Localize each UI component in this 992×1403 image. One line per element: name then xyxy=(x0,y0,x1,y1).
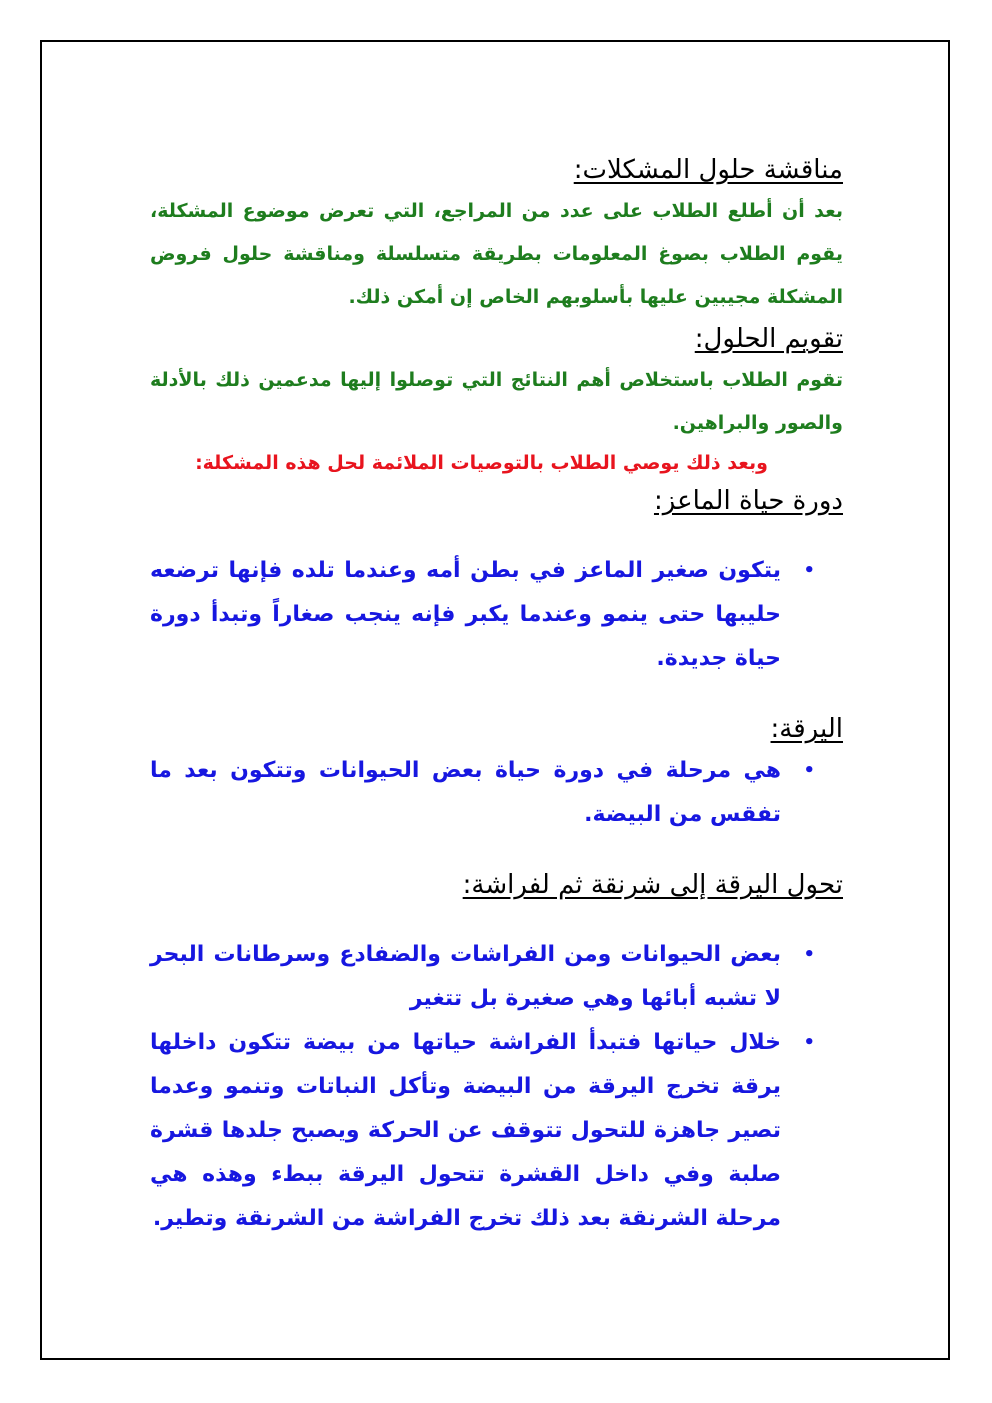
list-transformation xyxy=(150,933,843,1241)
document-body xyxy=(150,150,843,1241)
list-goat-cycle xyxy=(150,549,843,681)
heading-larva: اليرقة: xyxy=(770,714,843,744)
list-item xyxy=(150,933,843,1021)
list-item xyxy=(150,1021,843,1241)
list-item xyxy=(150,549,843,681)
list-item xyxy=(150,749,843,837)
list-item-text: بعض الحيوانات ومن الفراشات والضفادع وسرطانات البحر لا تشبه أبائها وهي صغيرة بل تتغير xyxy=(150,942,781,1011)
heading-evaluation: تقويم الحلول: xyxy=(694,324,843,354)
heading-discussion: مناقشة حلول المشكلات: xyxy=(573,155,843,185)
heading-transformation: تحول اليرقة إلى شرنقة ثم لفراشة: xyxy=(462,870,843,900)
bullet-icon: • xyxy=(803,760,815,781)
bullet-icon: • xyxy=(803,560,815,581)
bullet-icon: • xyxy=(803,1032,815,1053)
list-item-text: هي مرحلة في دورة حياة بعض الحيوانات وتتكون بعد ما تفقس من البيضة. xyxy=(150,758,781,827)
paragraph-evaluation: تقوم الطلاب باستخلاص أهم النتائج التي توصلوا إليها مدعمين ذلك بالأدلة والصور والبراهين. xyxy=(150,369,843,434)
list-larva xyxy=(150,749,843,837)
paragraph-recommendation: وبعد ذلك يوصي الطلاب بالتوصيات الملائمة لحل هذه المشكلة: xyxy=(195,452,768,474)
heading-goat-cycle: دورة حياة الماعز: xyxy=(653,486,843,516)
bullet-icon: • xyxy=(803,944,815,965)
paragraph-discussion: بعد أن أطلع الطلاب على عدد من المراجع، التي تعرض موضوع المشكلة، يقوم الطلاب بصوغ المعلومات بطريقة متسلسلة ومناقشة حلول فروض المشكلة مجيبين عليها بأسلوبهم الخاص إن أمكن ذلك. xyxy=(150,200,843,308)
list-item-text: يتكون صغير الماعز في بطن أمه وعندما تلده فإنها ترضعه حليبها حتى ينمو وعندما يكبر فإنه ينجب صغاراً وتبدأ دورة حياة جديدة. xyxy=(150,558,781,671)
list-item-text: خلال حياتها فتبدأ الفراشة حياتها من بيضة تتكون داخلها يرقة تخرج اليرقة من البيضة وتأكل النباتات وتنمو وعدما تصير جاهزة للتحول تتوقف عن الحركة ويصبح جلدها قشرة صلبة وفي داخل القشرة تتحول اليرقة ببطء وهذه هي مرحلة الشرنقة بعد ذلك تخرج الفراشة من الشرنقة وتطير. xyxy=(150,1030,781,1231)
